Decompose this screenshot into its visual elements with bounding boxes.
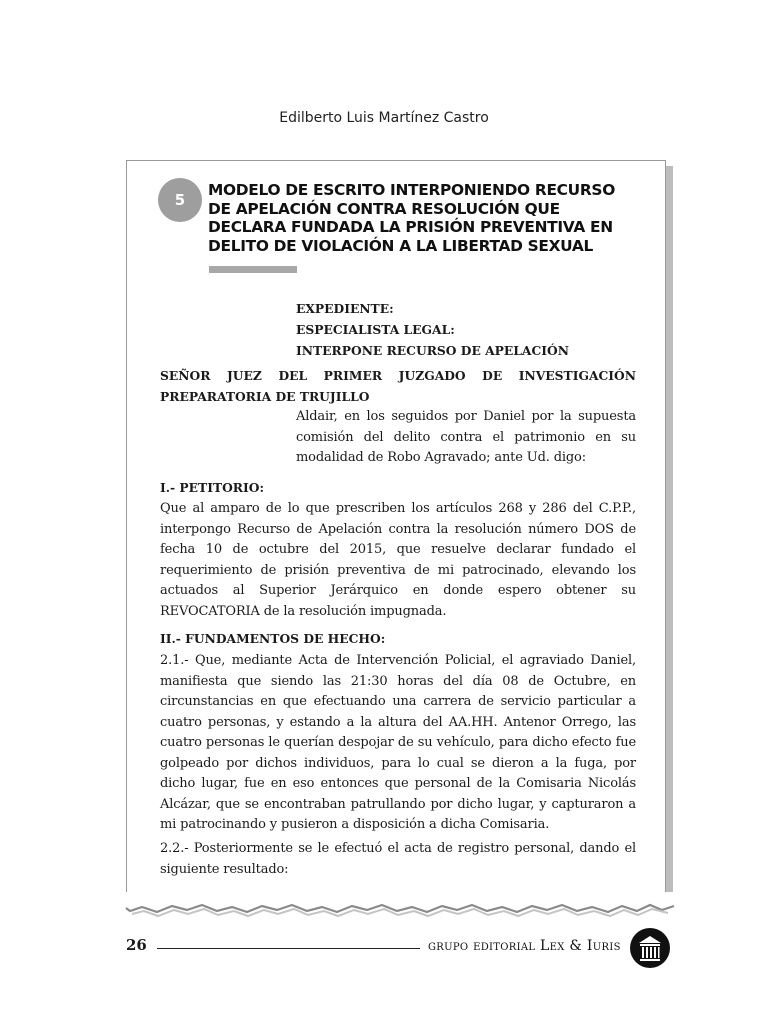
ref-sumilla: INTERPONE RECURSO DE APELACIÓN (296, 343, 569, 358)
publisher-name: grupo editorial Lex & Iuris (428, 938, 621, 954)
model-title (208, 181, 628, 255)
fundamentos-paragraph-1: 2.1.- Que, mediante Acta de Intervención Policial, el agraviado Daniel, manifiesta que siendo las 21:30 horas del día 08 de Octubre, en circunstancias en que efectuando una carrera de servicio particular a cuatro personas, y estando a la altura del AA.HH. Antenor Orrego, las cuatro personas le querían despojar de su vehículo, para dicho efecto fue golpeado por dichos individuos, para lo cual se dieron a la fuga, por dicho lugar, fue en eso entonces que personal de la Comisaria Nicolás Alcázar, que se encontraban patrullando por dicho lugar, y capturaron a mi patrocinando y pusieron a disposición a dicha Comisaria. (160, 653, 636, 832)
intro-paragraph: Aldair, en los seguidos por Daniel por la supuesta comisión del delito contra el patrimonio en su modalidad de Robo Agravado; ante Ud. digo: (296, 409, 636, 465)
title-underline-bar (209, 266, 297, 273)
torn-paper-edge (122, 892, 678, 922)
ref-especialista: ESPECIALISTA LEGAL: (296, 322, 455, 337)
petitorio-paragraph: Que al amparo de lo que prescriben los artículos 268 y 286 del C.P.P., interpongo Recurso de Apelación contra la resolución número DOS de fecha 10 de octubre del 2015, que resuelve declarar fundado el requerimiento de prisión preventiva de mi patrocinado, elevando los actuados al Superior Jerárquico en donde espero obtener su REVOCATORIA de la resolución impugnada. (160, 501, 636, 619)
document-references (296, 298, 569, 361)
model-title-line: DE APELACIÓN CONTRA RESOLUCIÓN QUE (208, 199, 560, 218)
page-number: 26 (126, 936, 147, 954)
publisher-logo-icon (630, 928, 670, 968)
model-title-line: DELITO DE VIOLACIÓN A LA LIBERTAD SEXUAL (208, 236, 594, 255)
fundamentos-paragraph-2: 2.2.- Posteriormente se le efectuó el acta de registro personal, dando el siguiente resultado: (160, 841, 636, 877)
section-heading-petitorio: I.- PETITORIO: (160, 480, 265, 495)
model-title-line: MODELO DE ESCRITO INTERPONIENDO RECURSO (208, 181, 615, 199)
section-heading-fundamentos: II.- FUNDAMENTOS DE HECHO: (160, 631, 386, 646)
running-header-author: Edilberto Luis Martínez Castro (279, 110, 489, 126)
ref-expediente: EXPEDIENTE: (296, 301, 394, 316)
model-number-badge: 5 (158, 178, 202, 222)
addressee: SEÑOR JUEZ DEL PRIMER JUZGADO DE INVESTIGACIÓN PREPARATORIA DE TRUJILLO (160, 368, 636, 404)
footer-rule (157, 948, 420, 949)
model-title-line: DECLARA FUNDADA LA PRISIÓN PREVENTIVA EN (208, 218, 613, 236)
